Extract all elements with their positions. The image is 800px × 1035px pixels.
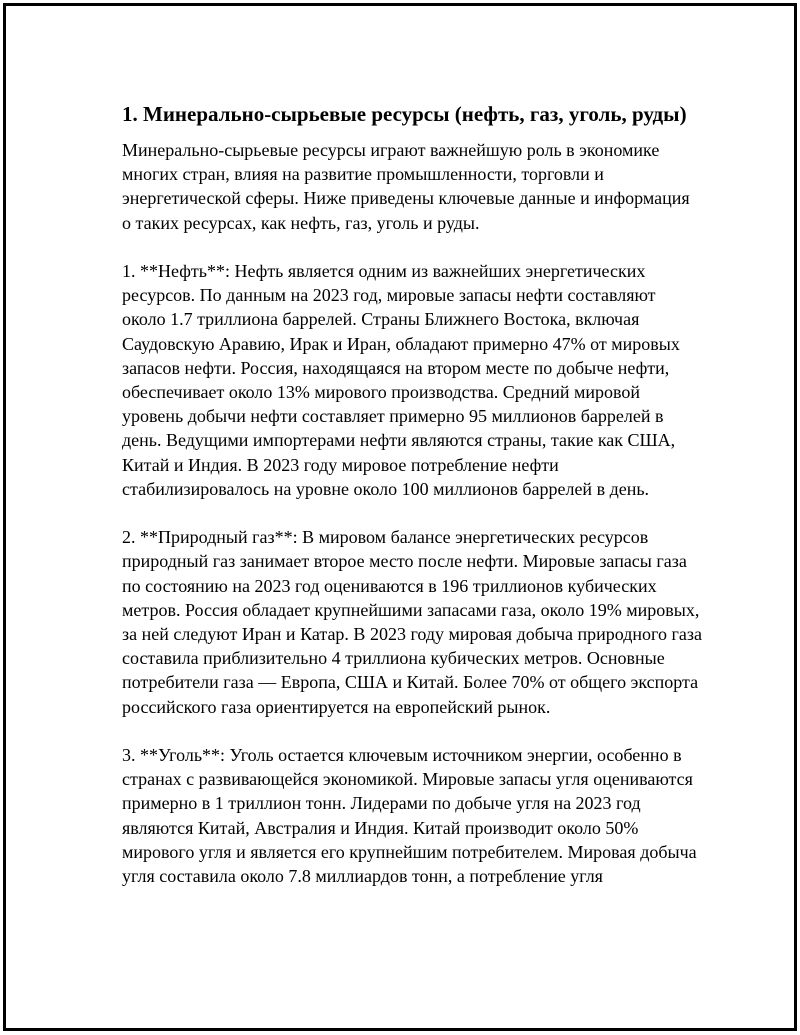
section-heading: 1. Минерально-сырьевые ресурсы (нефть, газ, уголь, руды)	[122, 102, 687, 126]
document-body	[122, 101, 702, 912]
page-frame	[3, 3, 797, 1031]
natural-gas-paragraph: 2. **Природный газ**: В мировом балансе энергетических ресурсов природный газ занимает второе место после нефти. Мировые запасы газа по состоянию на 2023 год оцениваются в 196 триллионов кубических метров. Россия обладает крупнейшими запасами газа, около 19% мировых, за ней следуют Иран и Катар. В 2023 году мировая добыча природного газа составила приблизительно 4 триллиона кубических метров. Основные потребители газа — Европа, США и Китай. Более 70% от общего экспорта российского газа ориентируется на европейский рынок.	[122, 527, 702, 717]
intro-paragraph: Минерально-сырьевые ресурсы играют важнейшую роль в экономике многих стран, влияя на развитие промышленности, торговли и энергетической сферы. Ниже приведены ключевые данные и информация о таких ресурсах, как нефть, газ, уголь и руды.	[122, 140, 690, 233]
oil-paragraph: 1. **Нефть**: Нефть является одним из важнейших энергетических ресурсов. По данным на 2023 год, мировые запасы нефти составляют около 1.7 триллиона баррелей. Страны Ближнего Востока, включая Саудовскую Аравию, Ирак и Иран, обладают примерно 47% от мировых запасов нефти. Россия, находящаяся на втором месте по добыче нефти, обеспечивает около 13% мирового производства. Средний мировой уровень добычи нефти составляет примерно 95 миллионов баррелей в день. Ведущими импортерами нефти являются страны, такие как США, Китай и Индия. В 2023 году мировое потребление нефти стабилизировалось на уровне около 100 миллионов баррелей в день.	[122, 261, 680, 499]
coal-paragraph: 3. **Уголь**: Уголь остается ключевым источником энергии, особенно в странах с развивающейся экономикой. Мировые запасы угля оцениваются примерно в 1 триллион тонн. Лидерами по добыче угля на 2023 год являются Китай, Австралия и Индия. Китай производит около 50% мирового угля и является его крупнейшим потребителем. Мировая добыча угля составила около 7.8 миллиардов тонн, а потребление угля	[122, 745, 697, 887]
